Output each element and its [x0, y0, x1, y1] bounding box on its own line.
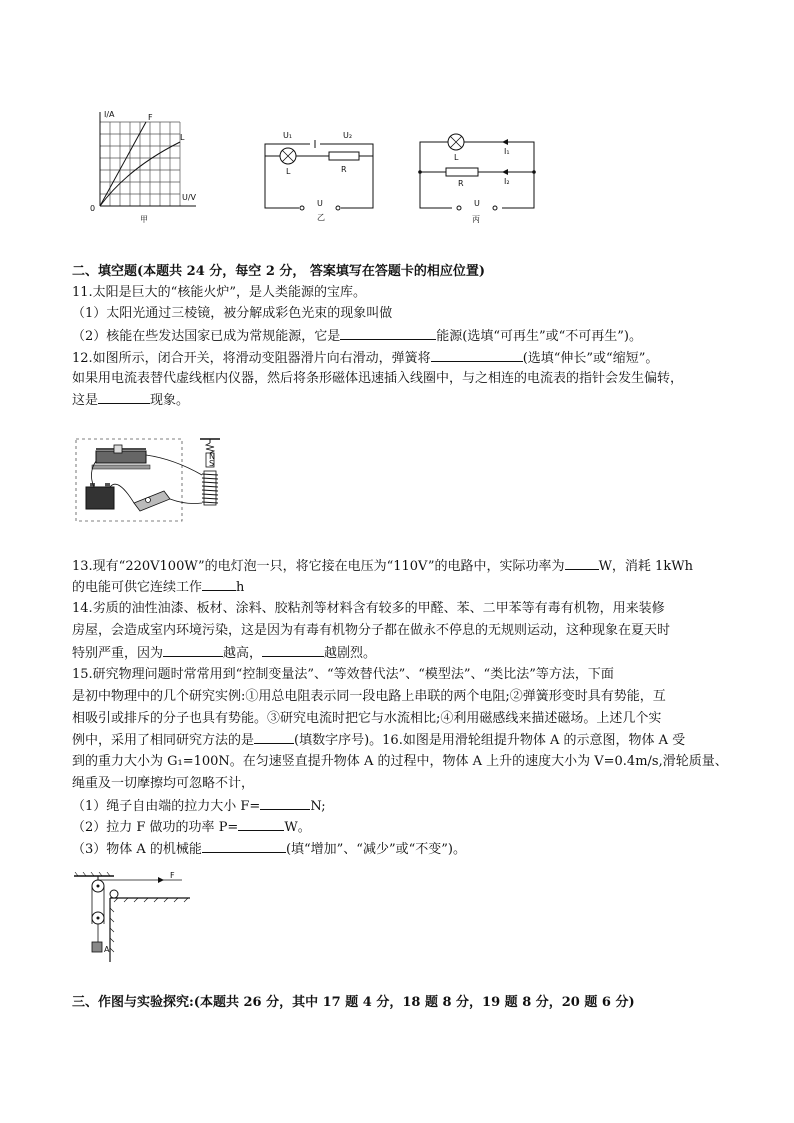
circuit-bing-figure — [412, 126, 544, 226]
circuit-yi-caption: 乙 — [317, 213, 325, 222]
q11-part1: （1）太阳光通过三棱镜，被分解成彩色光束的现象叫做 — [72, 306, 393, 321]
q16-power-blank[interactable] — [238, 818, 284, 831]
q16-line2: 绳重及一切摩擦均可忽略不计， — [72, 776, 255, 791]
q16-part2: （2）拉力 F 做功的功率 P= W。 — [72, 820, 311, 835]
q11-answer-blank[interactable] — [340, 327, 436, 340]
circuit-bing-caption: 丙 — [472, 215, 480, 224]
q12-electromagnet-figure — [74, 437, 222, 525]
section-2-heading: 二、填空题(本题共 24 分，每空 2 分， 答案填写在答题卡的相应位置) — [72, 264, 486, 279]
graph-jia-figure — [88, 108, 203, 228]
q11-part2: （2）核能在些发达国家已成为常规能源，它是 能源(选填“可再生”或“不可再生”)。 — [72, 329, 643, 344]
q13-line2: 的电能可供它连续工作 h — [72, 580, 245, 595]
q12-line2: 如果用电流表替代虚线框内仪器，然后将条形磁体迅速插入线圈中，与之相连的电流表的指针会发生偏转， — [72, 371, 684, 386]
q16-force-blank[interactable] — [260, 797, 310, 810]
graph-curve-f-label: F — [148, 113, 153, 122]
circuit-yi-u1-label: U₁ — [283, 131, 293, 140]
graph-curve-l-label: L — [180, 133, 185, 142]
graph-origin-label: 0 — [90, 204, 96, 213]
q12-magnet-n-label: N — [209, 452, 215, 461]
q15-line1: 15.研究物理问题时常常用到“控制变量法”、“等效替代法”、“模型法”、“类比法”等方法，下面 — [72, 667, 614, 682]
circuit-yi-lamp-label: L — [286, 167, 291, 176]
q15-answer-blank[interactable] — [254, 731, 294, 744]
q15-line3: 相吸引或排斥的分子也具有势能。③研究电流时把它与水流相比;④利用磁感线来描述磁场。上述几个实 — [72, 711, 662, 726]
q12-answer-blank-2[interactable] — [98, 391, 150, 404]
section-3-heading: 三、作图与实验探究:(本题共 26 分，其中 17 题 4 分，18 题 8 分，19 题 8 分，20 题 6 分) — [72, 995, 635, 1010]
q13-time-blank[interactable] — [202, 578, 236, 591]
circuit-bing-i2-label: I₂ — [504, 177, 510, 186]
q12-line3: 这是 现象。 — [72, 393, 190, 408]
circuit-yi-figure — [255, 126, 385, 226]
q16-force-label: F — [170, 872, 175, 880]
circuit-yi-resistor-label: R — [341, 165, 347, 174]
q14-line2: 房屋，会造成室内环境污染，这是因为有毒有机物分子都在做永不停息的无规则运动，这种现象在夏天时 — [72, 623, 671, 638]
circuit-yi-u2-label: U₂ — [343, 131, 353, 140]
graph-x-axis-label: U/V — [182, 193, 197, 202]
q16-pulley-figure — [70, 872, 194, 964]
q16-part3: （3）物体 A 的机械能 (填“增加”、“减少”或“不变”)。 — [72, 842, 466, 857]
q14-line3: 特别严重，因为 越高， 越剧烈。 — [72, 646, 377, 661]
circuit-bing-resistor-label: R — [458, 179, 464, 188]
q13-power-blank[interactable] — [565, 557, 599, 570]
q13-line1: 13.现有“220V100W”的电灯泡一只，将它接在电压为“110V”的电路中，实际功率为 W，消耗 1kWh — [72, 559, 693, 574]
q16-line1: 到的重力大小为 G₁=100N。在匀速竖直提升物体 A 的过程中，物体 A 上升的速度大小为 V=0.4m/s,滑轮质量、 — [72, 754, 728, 769]
q12-answer-blank-1[interactable] — [431, 349, 523, 362]
graph-caption: 甲 — [140, 215, 148, 224]
q15-line4: 例中，采用了相同研究方法的是 (填数字序号)。16.如图是用滑轮组提升物体 A 的示意图，物体 A 受 — [72, 733, 686, 748]
circuit-yi-source-label: U — [317, 199, 323, 208]
q11-intro: 11.太阳是巨大的“核能火炉”，是人类能源的宝库。 — [72, 285, 366, 300]
q14-line1: 14.劣质的油性油漆、板材、涂料、胶粘剂等材料含有较多的甲醛、苯、二甲苯等有毒有机物，用来装修 — [72, 601, 665, 616]
q14-answer-blank-2[interactable] — [262, 644, 324, 657]
circuit-bing-source-label: U — [474, 199, 480, 208]
graph-y-axis-label: I/A — [104, 110, 115, 119]
q14-answer-blank-1[interactable] — [163, 644, 223, 657]
q16-part1: （1）绳子自由端的拉力大小 F= N; — [72, 799, 326, 814]
q12-line1: 12.如图所示，闭合开关，将滑动变阻器滑片向右滑动，弹簧将 (选填“伸长”或“缩短”。 — [72, 351, 659, 366]
q12-magnet-s-label: S — [209, 459, 215, 468]
q16-energy-blank[interactable] — [202, 840, 286, 853]
q16-object-label: A — [104, 945, 110, 954]
circuit-bing-lamp-label: L — [454, 153, 459, 162]
q15-line2: 是初中物理中的几个研究实例:①用总电阻表示同一段电路上串联的两个电阻;②弹簧形变时具有势能，互 — [72, 689, 666, 704]
circuit-bing-i1-label: I₁ — [504, 147, 510, 156]
